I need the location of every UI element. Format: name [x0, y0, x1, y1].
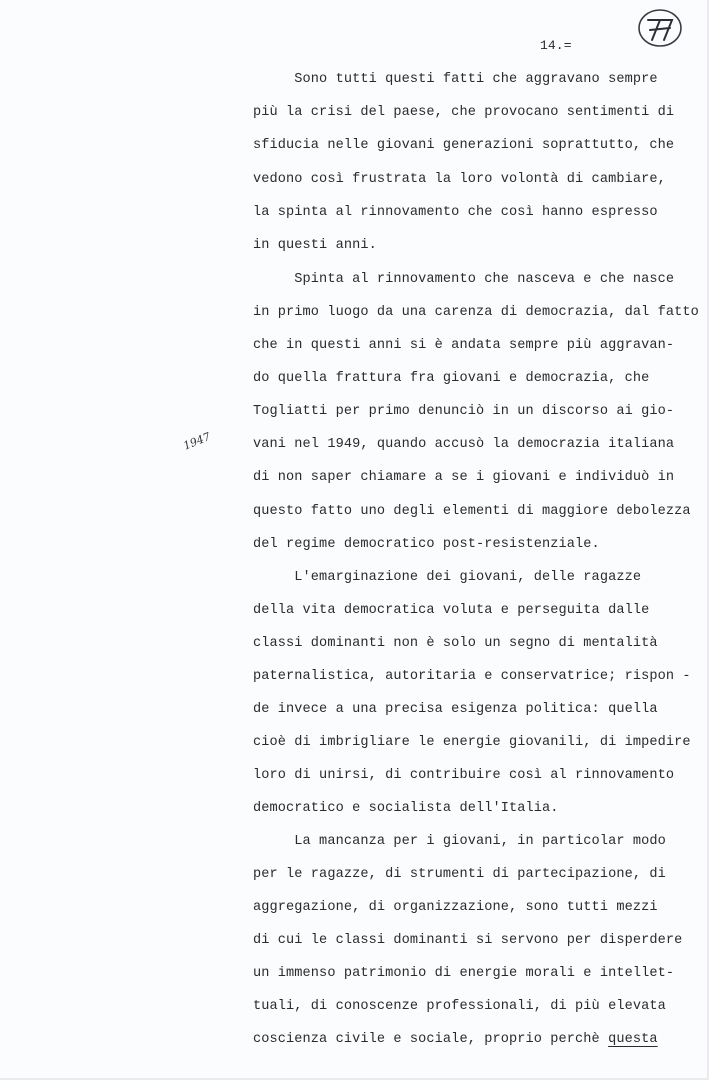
underlined-word: questa: [608, 1032, 658, 1047]
page-number: 14.=: [540, 38, 572, 53]
text-line-30-main: coscienza civile e sociale, proprio perchè: [253, 1032, 609, 1047]
text-line-17: della vita democratica voluta e perseguita dalle: [253, 603, 650, 618]
text-line-18: classi dominanti non è solo un segno di mentalità: [253, 636, 658, 651]
text-line-28: un immenso patrimonio di energie morali e intellet-: [253, 966, 675, 981]
text-line-1: Sono tutti questi fatti che aggravano sempre: [253, 72, 658, 87]
text-line-11: Togliatti per primo denunciò in un discorso ai gio-: [253, 404, 675, 419]
text-line-7: Spinta al rinnovamento che nasceva e che nasce: [253, 272, 675, 287]
text-line-8: in primo luogo da una carenza di democrazia, dal fatto: [253, 305, 699, 320]
text-line-5: la spinta al rinnovamento che così hanno espresso: [253, 205, 658, 220]
text-line-30: [253, 1032, 658, 1047]
text-line-21: cioè di imbrigliare le energie giovanili, di impedire: [253, 735, 691, 750]
text-line-29: tuali, di conoscenze professionali, di più elevata: [253, 999, 666, 1014]
text-line-20: de invece a una precisa esigenza politica: quella: [253, 702, 658, 717]
stamp-circle-icon: [636, 6, 684, 50]
text-line-14: questo fatto uno degli elementi di maggiore debolezza: [253, 504, 691, 519]
text-line-16: L'emarginazione dei giovani, delle ragazze: [253, 570, 642, 585]
text-line-4: vedono così frustrata la loro volontà di cambiare,: [253, 172, 666, 187]
text-line-25: per le ragazze, di strumenti di partecipazione, di: [253, 867, 666, 882]
text-line-15: del regime democratico post-resistenziale.: [253, 537, 600, 552]
text-line-24: La mancanza per i giovani, in particolar modo: [253, 834, 666, 849]
text-line-3: sfiducia nelle giovani generazioni soprattutto, che: [253, 138, 675, 153]
text-line-2: più la crisi del paese, che provocano sentimenti di: [253, 105, 675, 120]
text-line-22: loro di unirsi, di contribuire così al rinnovamento: [253, 768, 675, 783]
margin-handwritten-note: 1947: [181, 429, 213, 453]
archive-stamp: [636, 6, 684, 50]
text-line-23: democratico e socialista dell'Italia.: [253, 801, 559, 816]
text-line-12: vani nel 1949, quando accusò la democrazia italiana: [253, 437, 675, 452]
text-line-10: do quella frattura fra giovani e democrazia, che: [253, 371, 650, 386]
text-line-19: paternalistica, autoritaria e conservatrice; rispon -: [253, 669, 691, 684]
text-line-27: di cui le classi dominanti si servono per disperdere: [253, 933, 683, 948]
text-line-26: aggregazione, di organizzazione, sono tutti mezzi: [253, 900, 658, 915]
text-line-9: che in questi anni si è andata sempre più aggravan-: [253, 338, 675, 353]
text-line-13: di non saper chiamare a se i giovani e individuò in: [253, 470, 675, 485]
text-line-6: in questi anni.: [253, 238, 377, 253]
